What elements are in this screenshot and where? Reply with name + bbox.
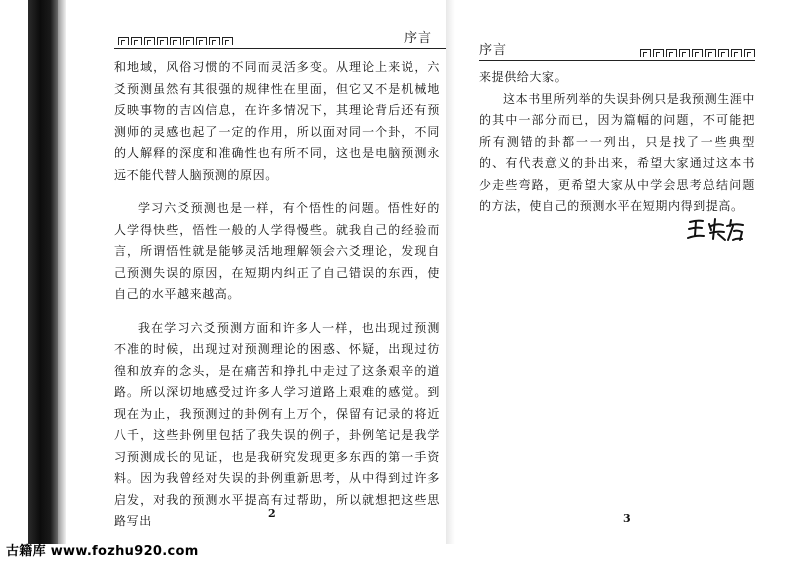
right-page-body	[479, 67, 755, 218]
paragraph: 这本书里所列举的失误卦例只是我预测生涯中的其中一部分而已，因为篇幅的问题，不可能把所有测错的卦都一一列出，只是找了一些典型的、有代表意义的卦出来，希望大家通过这本书少走些弯路，更希望大家从中学会思考总结问题的方法，使自己的预测水平在短期内得到提高。	[479, 91, 756, 213]
right-page-header	[479, 37, 755, 61]
fret-ornament	[640, 49, 755, 58]
book-spine-edge	[58, 0, 66, 544]
page-number: 2	[268, 507, 276, 520]
running-header-title: 序言	[479, 43, 508, 58]
header-rule	[114, 48, 446, 49]
header-rule	[479, 60, 755, 61]
book-spine-shadow	[28, 0, 58, 544]
page-number: 3	[623, 512, 631, 525]
page-gutter	[446, 0, 455, 544]
paragraph: 学习六爻预测也是一样，有个悟性的问题。悟性好的人学得快些，悟性一般的人学得慢些。就我自己的经验而言，所谓悟性就是能够灵活地理解领会六爻理论，发现自己预测失误的原因，在短期内纠正了自己错误的东西，使自己的水平越来越高。	[114, 201, 440, 301]
paragraph: 来提供给大家。	[479, 70, 568, 84]
paragraph: 和地域，风俗习惯的不同而灵活多变。从理论上来说，六爻预测虽然有其很强的规律性在里面，但它又不是机械地反映事物的吉凶信息，在许多情况下，其理论背后还有预测师的灵感也起了一定的作用，所以面对同一个卦，不同的人解释的深度和准确性也有所不同，这也是电脑预测永远不能代替人脑预测的原因。	[114, 60, 440, 182]
running-header-title: 序言	[403, 31, 432, 46]
left-page-header	[114, 25, 446, 49]
left-page	[66, 0, 446, 544]
right-page	[455, 0, 793, 544]
fret-ornament	[118, 37, 233, 46]
handwritten-signature	[687, 214, 749, 244]
left-page-body	[114, 57, 440, 533]
site-watermark: 古籍库 www.fozhu920.com	[6, 544, 199, 559]
paragraph: 我在学习六爻预测方面和许多人一样，也出现过预测不准的时候，出现过对预测理论的困惑、怀疑，出现过彷徨和放弃的念头，是在痛苦和挣扎中走过了这条艰辛的道路。所以深切地感受过许多人学习道路上艰难的感觉。到现在为止，我预测过的卦例有上万个，保留有记录的将近八千，这些卦例里包括了我失误的例子，卦例笔记是我学习预测成长的见证，也是我研究发现更多东西的第一手资料。因为我曾经对失误的卦例重新思考，从中得到过许多启发，对我的预测水平提高有过帮助，所以就想把这些思路写出	[114, 320, 440, 528]
